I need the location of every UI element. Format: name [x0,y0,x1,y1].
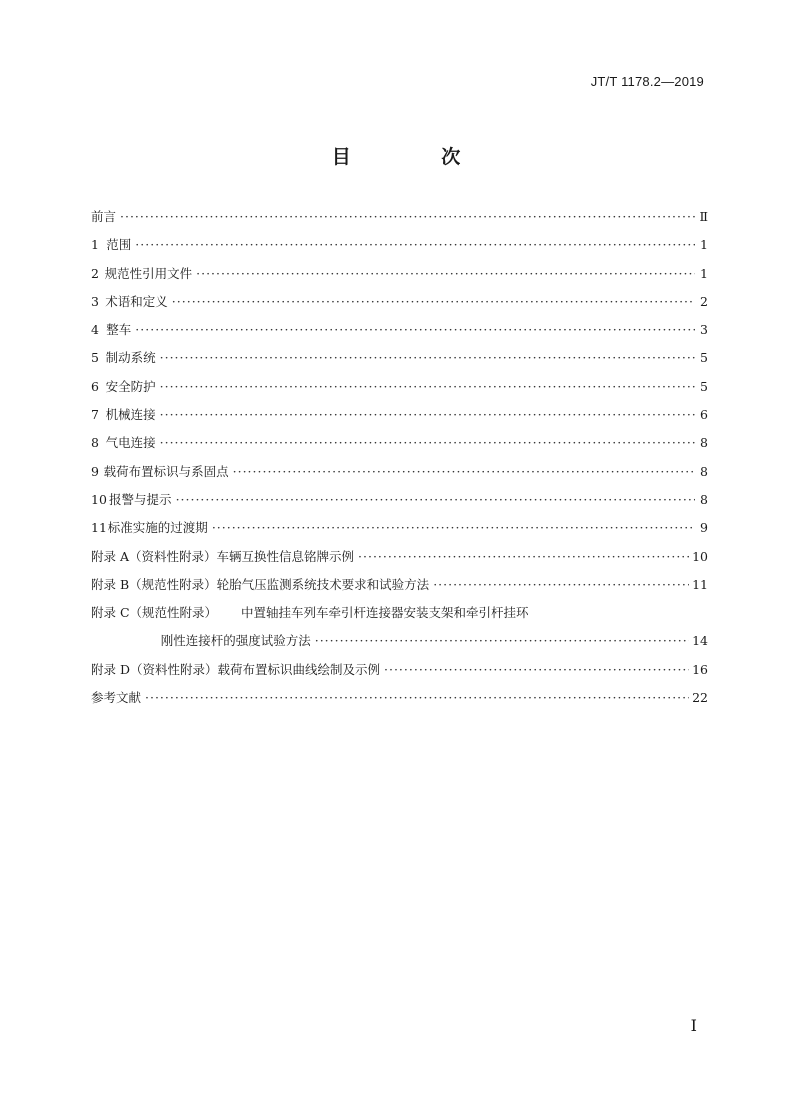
toc-leader-dots [135,316,695,344]
page-title: 目 次 [331,146,503,168]
toc-leader-dots [172,288,695,316]
toc-item-label: 机械连接 [105,407,156,423]
toc-item-page: 5 [700,378,708,394]
toc-annex-item[interactable] [91,656,708,684]
toc-item-number: 5 [91,350,99,366]
toc-item-label: 范围 [106,237,132,253]
toc-item-foreword[interactable] [91,203,708,231]
toc-leader-dots [120,203,695,231]
standard-code: JT/T 1178.2—2019 [590,74,704,89]
toc-leader-dots [315,627,689,655]
toc-item[interactable] [91,458,708,486]
toc-item-references[interactable] [91,684,708,712]
toc-leader-dots [433,571,689,599]
toc-item-label: 整车 [106,322,132,338]
toc-leader-dots [384,656,689,684]
toc-item[interactable] [91,231,708,259]
toc-item[interactable] [91,260,708,288]
toc-item-label: 规范性引用文件 [104,265,193,281]
toc-item[interactable] [91,401,708,429]
toc-item-page: 6 [700,407,708,423]
toc-item-page: 22 [692,690,708,706]
page-number: Ⅰ [690,1016,697,1035]
toc-annex-item[interactable] [91,543,708,571]
toc-item-page: 9 [700,520,708,536]
toc-item-number: 8 [91,435,99,451]
toc-annex-item-continuation[interactable] [91,627,708,655]
toc-item-page: 11 [692,576,708,592]
toc-item-label: 参考文献 [91,690,142,706]
toc-item-number: 11 [91,520,107,536]
toc-item-label: 制动系统 [105,350,156,366]
toc-item-label: 刚性连接杆的强度试验方法 [160,633,311,649]
toc-item-page: 8 [700,491,708,507]
toc-leader-dots [196,260,695,288]
toc-item[interactable] [91,316,708,344]
toc-item-page: 10 [692,548,708,564]
toc-item-page: 1 [700,237,708,253]
toc-item-page: 8 [700,435,708,451]
toc-item-number: 9 [91,463,99,479]
toc-item-number: 2 [91,265,99,281]
toc-item-label: 轮胎气压监测系统技术要求和试验方法 [216,576,430,592]
toc-leader-dots [145,684,689,712]
toc-item-number: 7 [91,407,99,423]
toc-item-label: 车辆互换性信息铭牌示例 [216,548,355,564]
toc-item-page: 8 [700,463,708,479]
toc-annex-designation: 附录 D（资料性附录） [91,661,218,677]
toc-item-label: 中置轴挂车列车牵引杆连接器安装支架和牵引杆挂环 [241,605,529,621]
toc-item-page: 16 [692,661,708,677]
toc-item[interactable] [91,288,708,316]
toc-item-number: 6 [91,378,99,394]
toc-item-number: 3 [91,293,99,309]
toc-item-page: 5 [700,350,708,366]
toc-item[interactable] [91,344,708,372]
toc-item[interactable] [91,429,708,457]
toc-leader-dots [160,429,695,457]
toc-leader-dots [135,231,695,259]
toc-annex-designation: 附录 B（规范性附录） [91,576,217,592]
toc-annex-designation: 附录 C（规范性附录） [91,605,218,621]
toc-item-number: 1 [91,237,99,253]
toc-annex-designation: 附录 A（资料性附录） [91,548,217,564]
table-of-contents [91,203,708,712]
toc-item-label: 术语和定义 [105,293,168,309]
toc-item-label: 载荷布置标识与系固点 [103,463,229,479]
toc-annex-item[interactable] [91,571,708,599]
toc-item-label: 安全防护 [105,378,156,394]
toc-item[interactable] [91,514,708,542]
toc-item[interactable] [91,486,708,514]
toc-leader-dots [176,486,695,514]
toc-item-label: 报警与提示 [109,491,172,507]
toc-item-label: 载荷布置标识曲线绘制及示例 [217,661,381,677]
toc-item-page: 14 [692,633,708,649]
toc-item-page: Ⅱ [699,209,708,224]
toc-item-label: 标准实施的过渡期 [107,520,208,536]
toc-item-page: 3 [700,322,708,338]
toc-item[interactable] [91,373,708,401]
toc-item-label: 前言 [91,209,117,224]
toc-leader-dots [358,543,689,571]
toc-item-number: 10 [91,491,107,507]
toc-leader-dots [160,401,695,429]
toc-leader-dots [212,514,695,542]
toc-annex-item[interactable] [91,599,708,627]
toc-item-page: 2 [700,293,708,309]
toc-item-number: 4 [91,322,99,338]
toc-leader-dots [160,344,695,372]
toc-leader-dots [233,458,695,486]
toc-item-page: 1 [700,265,708,281]
toc-leader-dots [160,373,695,401]
toc-item-label: 气电连接 [105,435,156,451]
